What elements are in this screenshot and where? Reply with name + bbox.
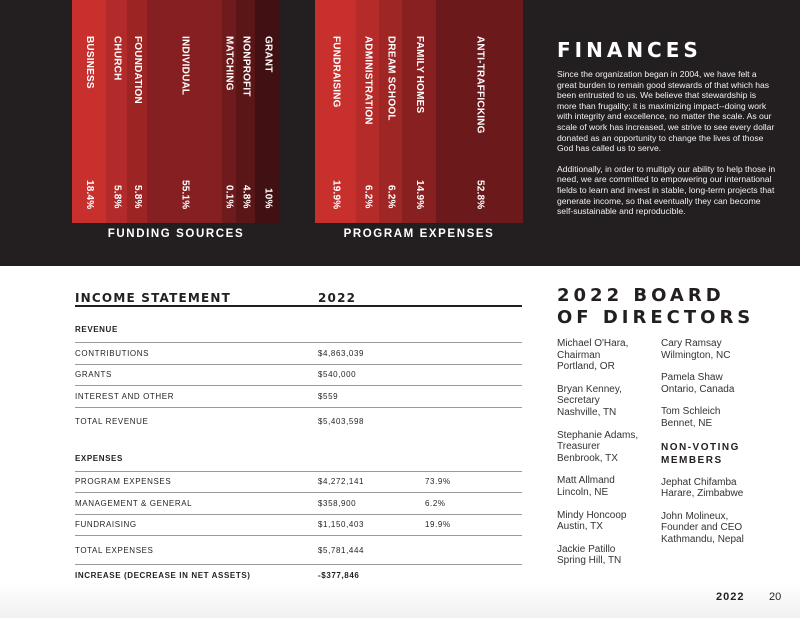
chart-value-label: 5.8% — [131, 185, 143, 209]
board-member-line: Bryan Kenney, — [557, 383, 622, 395]
table-row — [75, 472, 522, 494]
row-amount: $4,863,039 — [318, 348, 365, 358]
board-member — [661, 406, 781, 429]
table-row — [75, 536, 522, 564]
finances-paragraph: Since the organization began in 2004, we have felt a great burden to remain good stewards of that which has been entrusted to us. We believe that stewardship is more than frugality; it is maximizing impact--doing work with integrity and excellence, no matter the scale. As our scale of work has increased, we strive to see every dollar donated as an opportunity to change the lives of those God has called us to serve. — [557, 69, 775, 154]
row-amount: $540,000 — [318, 370, 357, 380]
funding-sources-chart — [72, 0, 280, 223]
board-title-line: OF DIRECTORS — [557, 307, 755, 328]
chart-bar-family-homes — [402, 0, 437, 223]
board-member-line: Portland, OR — [557, 361, 615, 373]
chart-value-label: 0.1% — [223, 185, 235, 209]
board-title — [557, 285, 787, 329]
table-row — [75, 365, 522, 387]
footer-bar — [0, 582, 800, 618]
chart-category-label: INDIVIDUAL — [179, 36, 191, 96]
board-member-line: Pamela Shaw — [661, 372, 723, 384]
row-amount: $5,403,598 — [318, 417, 365, 426]
board-member-line: Harare, Zimbabwe — [661, 488, 744, 500]
board-member — [557, 430, 657, 465]
chart-bar-fundraising — [315, 0, 356, 223]
board-member-line: Benbrook, TX — [557, 452, 618, 464]
row-label: GRANTS — [75, 370, 112, 380]
chart-value-label: 14.9% — [413, 179, 425, 209]
board-member-line: Ontario, Canada — [661, 383, 735, 395]
board-member-line: Spring Hill, TN — [557, 555, 622, 567]
program-expenses-caption: PROGRAM EXPENSES — [343, 228, 495, 240]
table-row — [75, 515, 522, 537]
net-assets-amount: -$377,846 — [318, 571, 360, 580]
income-statement-title: INCOME STATEMENT — [75, 291, 232, 305]
revenue-rows — [75, 343, 522, 436]
chart-value-label: 6.2% — [362, 185, 374, 209]
chart-category-label: FOUNDATION — [131, 36, 143, 104]
board-member — [661, 338, 781, 361]
board-member-line: Jackie Patillo — [557, 543, 616, 555]
table-row — [75, 493, 522, 515]
board-member-line: Austin, TX — [557, 521, 603, 533]
finances-body — [557, 69, 777, 217]
board-member-line: Michael O'Hara, — [557, 338, 629, 349]
row-amount: $4,272,141 — [318, 477, 365, 487]
finances-paragraph: Additionally, in order to multiply our ability to help those in need, we are committed to empowering our international fields to learn and invest in stable, long-term projects that generate income, so that eventually they can become self-sustainable and reproducible. — [557, 163, 776, 217]
board-member-line: Matt Allmand — [557, 475, 615, 487]
chart-bar-matching — [222, 0, 236, 223]
table-row — [75, 386, 522, 408]
board-members-right — [661, 338, 781, 557]
board-member — [661, 511, 781, 546]
board-member-line: Cary Ramsay — [661, 338, 722, 349]
row-label: TOTAL EXPENSES — [75, 545, 154, 555]
chart-bar-church — [106, 0, 126, 223]
row-amount: $5,781,444 — [318, 545, 365, 555]
board-member — [557, 544, 657, 567]
table-row — [75, 408, 522, 436]
chart-bar-dream-school — [379, 0, 402, 223]
board-member-line: Tom Schleich — [661, 406, 721, 418]
board-member-line: Founder and CEO — [661, 522, 743, 534]
row-percent: 19.9% — [425, 520, 451, 530]
chart-bar-anti-trafficking — [436, 0, 523, 223]
board-members-left — [557, 338, 657, 578]
chart-category-label: CHURCH — [111, 36, 123, 81]
chart-bar-business — [72, 0, 106, 223]
board-member-line: Stephanie Adams, — [557, 429, 639, 441]
chart-bar-foundation — [127, 0, 147, 223]
chart-value-label: 19.9% — [330, 179, 342, 209]
chart-category-label: NONPROFIT — [240, 36, 252, 97]
board-member — [661, 372, 781, 395]
table-row — [75, 343, 522, 365]
board-member-line: John Molineux, — [661, 510, 729, 522]
funding-sources-caption: FUNDING SOURCES — [107, 228, 245, 240]
chart-value-label: 52.8% — [474, 179, 486, 209]
board-member — [557, 510, 657, 533]
page-number: 20 — [769, 591, 782, 603]
board-title-line: 2022 BOARD — [557, 285, 725, 306]
chart-category-label: FUNDRAISING — [330, 36, 342, 108]
chart-bar-individual — [147, 0, 222, 223]
row-label: TOTAL REVENUE — [75, 417, 149, 426]
board-member-line: Kathmandu, Nepal — [661, 533, 744, 545]
row-label: CONTRIBUTIONS — [75, 348, 150, 358]
board-member-line: Wilmington, NC — [661, 349, 731, 361]
chart-category-label: ANTI-TRAFFICKING — [474, 36, 486, 134]
chart-category-label: FAMILY HOMES — [413, 36, 425, 114]
chart-category-label: ADMINISTRATION — [362, 36, 374, 125]
chart-value-label: 18.4% — [84, 179, 96, 209]
chart-value-label: 5.8% — [111, 185, 123, 209]
net-assets-label: INCREASE (DECREASE IN NET ASSETS) — [75, 571, 251, 580]
board-member-line: Lincoln, NE — [557, 486, 609, 498]
row-percent: 73.9% — [425, 477, 451, 487]
expense-rows — [75, 472, 522, 565]
chart-category-label: DREAM SCHOOL — [385, 36, 397, 121]
board-member-line: Secretary — [557, 395, 600, 407]
board-member-line: Nashville, TN — [557, 406, 617, 418]
chart-bar-nonprofit — [236, 0, 255, 223]
row-percent: 6.2% — [425, 498, 446, 508]
board-member-line: Chairman — [557, 349, 601, 361]
chart-value-label: 4.8% — [240, 185, 252, 209]
chart-bar-grant — [255, 0, 280, 223]
income-statement-header — [75, 287, 522, 307]
board-member — [557, 384, 657, 419]
chart-bar-administration — [356, 0, 379, 223]
chart-category-label: MATCHING — [223, 36, 235, 91]
chart-value-label: 55.1% — [179, 179, 191, 209]
board-member-line: Bennet, NE — [661, 417, 713, 429]
row-label: MANAGEMENT & GENERAL — [75, 498, 193, 508]
chart-value-label: 10% — [262, 188, 274, 209]
program-expenses-chart — [315, 0, 523, 223]
income-statement-year: 2022 — [318, 291, 357, 305]
revenue-heading: REVENUE — [75, 307, 522, 343]
row-amount: $1,150,403 — [318, 520, 365, 530]
board-member — [557, 338, 657, 373]
board-member-line: Mindy Honcoop — [557, 509, 627, 521]
board-member-line: Treasurer — [557, 441, 600, 453]
non-voting-members-heading: NON-VOTING MEMBERS — [661, 441, 740, 466]
board-member-line: Jephat Chifamba — [661, 476, 737, 488]
board-member — [661, 477, 781, 500]
chart-category-label: GRANT — [262, 36, 274, 73]
income-statement — [75, 287, 522, 586]
chart-value-label: 6.2% — [385, 185, 397, 209]
row-label: FUNDRAISING — [75, 520, 137, 530]
row-label: PROGRAM EXPENSES — [75, 477, 172, 487]
row-label: INTEREST AND OTHER — [75, 391, 175, 401]
expenses-heading: EXPENSES — [75, 436, 522, 472]
footer-year: 2022 — [716, 591, 745, 603]
chart-category-label: BUSINESS — [84, 36, 96, 89]
finances-title: FINANCES — [557, 38, 702, 62]
row-amount: $559 — [318, 391, 339, 401]
board-member — [557, 475, 657, 498]
row-amount: $358,900 — [318, 498, 357, 508]
